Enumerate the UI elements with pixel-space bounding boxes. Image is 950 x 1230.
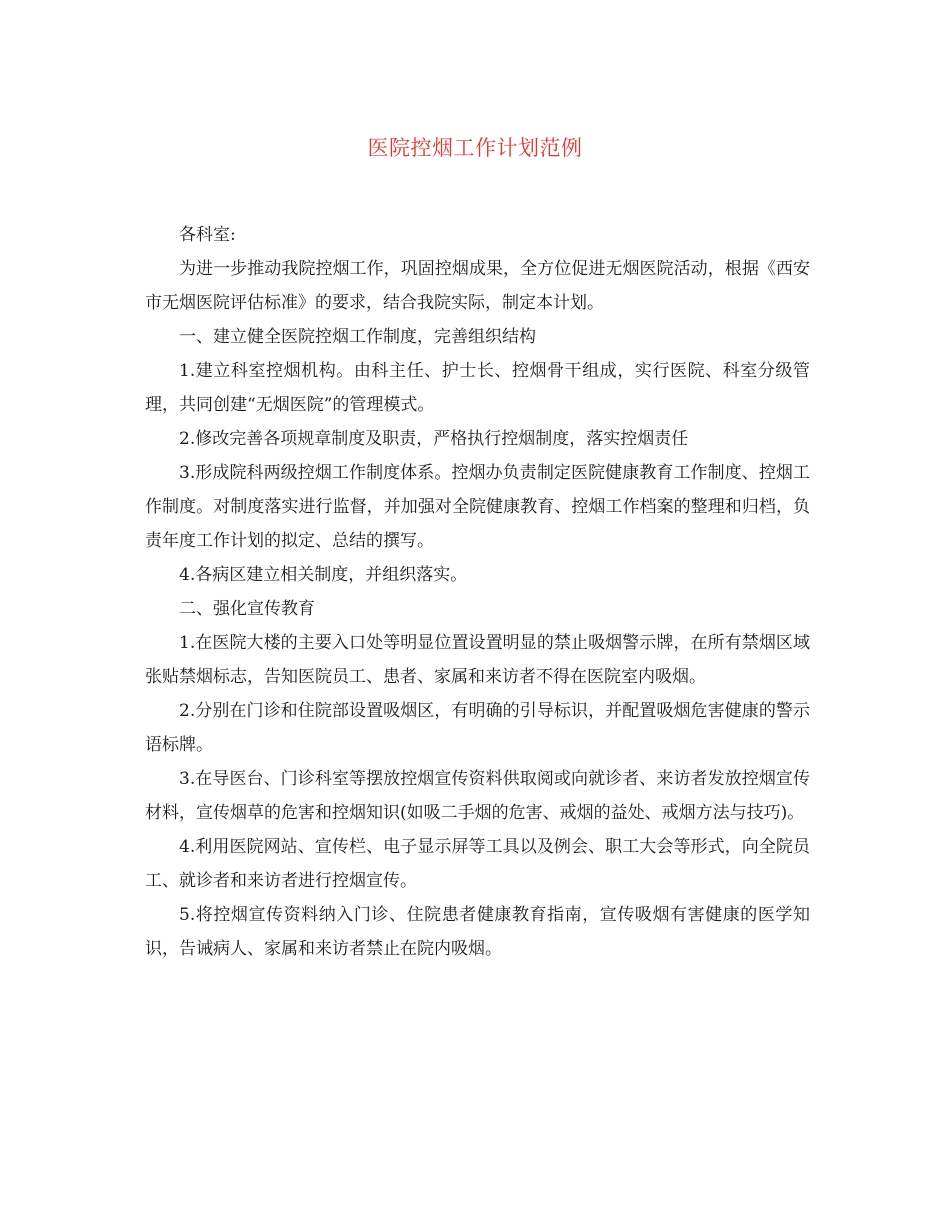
intro-paragraph: 为进一步推动我院控烟工作，巩固控烟成果，全方位促进无烟医院活动，根据《西安市无烟医院评估标准》的要求，结合我院实际，制定本计划。: [145, 259, 810, 313]
section-2-item-3: 3.在导医台、门诊科室等摆放控烟宣传资料供取阅或向就诊者、来访者发放控烟宣传材料，宣传烟草的危害和控烟知识(如吸二手烟的危害、戒烟的益处、戒烟方法与技巧)。: [145, 769, 810, 823]
section-1-item-1: 1.建立科室控烟机构。由科主任、护士长、控烟骨干组成，实行医院、科室分级管理，共同创建“无烟医院”的管理模式。: [145, 361, 810, 415]
section-2-item-5: 5.将控烟宣传资料纳入门诊、住院患者健康教育指南，宣传吸烟有害健康的医学知识，告诫病人、家属和来访者禁止在院内吸烟。: [145, 905, 810, 959]
salutation: 各科室:: [179, 225, 236, 245]
section-2-item-4: 4.利用医院网站、宣传栏、电子显示屏等工具以及例会、职工大会等形式，向全院员工、就诊者和来访者进行控烟宣传。: [145, 837, 810, 891]
section-1-item-3: 3.形成院科两级控烟工作制度体系。控烟办负责制定医院健康教育工作制度、控烟工作制度。对制度落实进行监督，并加强对全院健康教育、控烟工作档案的整理和归档，负责年度工作计划的拟定、总结的撰写。: [145, 463, 810, 551]
section-2-item-2: 2.分别在门诊和住院部设置吸烟区，有明确的引导标识，并配置吸烟危害健康的警示语标牌。: [145, 701, 810, 755]
section-2-item-1: 1.在医院大楼的主要入口处等明显位置设置明显的禁止吸烟警示牌，在所有禁烟区域张贴禁烟标志，告知医院员工、患者、家属和来访者不得在医院室内吸烟。: [145, 633, 810, 687]
section-1-item-2: 2.修改完善各项规章制度及职责，严格执行控烟制度，落实控烟责任: [179, 429, 689, 449]
section-heading-2: 二、强化宣传教育: [179, 599, 315, 619]
document-title: 医院控烟工作计划范例: [367, 136, 583, 160]
section-1-item-4: 4.各病区建立相关制度，并组织落实。: [179, 565, 468, 585]
document-body: [145, 218, 810, 966]
section-heading-1: 一、建立健全医院控烟工作制度，完善组织结构: [179, 327, 536, 347]
